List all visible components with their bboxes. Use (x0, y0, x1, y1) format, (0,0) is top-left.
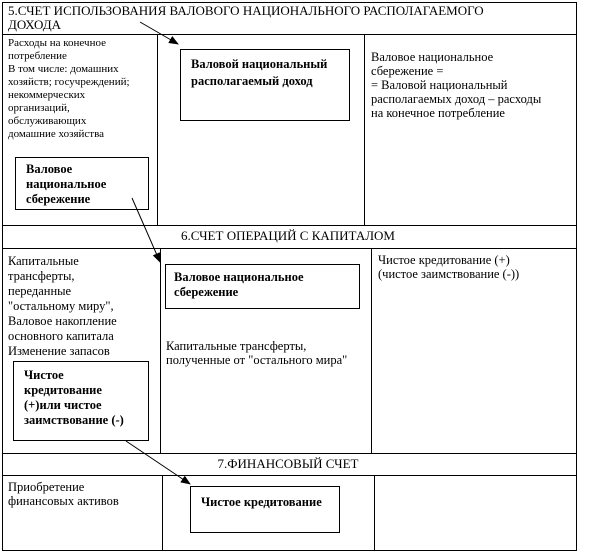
section7-middle-box: Чистое кредитование (190, 486, 340, 533)
section5-right-text: Валовое национальное сбережение = = Валовой национальный располагаемых доход – расходы на конечное потребление (371, 50, 542, 120)
section7-header-line (2, 475, 576, 476)
section6-left-box: Чистое кредитование (+)или чистое заимствование (-) (13, 361, 149, 441)
section5-left-box: Валовое национальное сбережение (15, 157, 149, 210)
section5-title: 5.СЧЕТ ИСПОЛЬЗОВАНИЯ ВАЛОВОГО НАЦИОНАЛЬНОГО РАСПОЛАГАЕМОГО ДОХОДА (8, 3, 484, 32)
section5-left-text: Расходы на конечное потребление В том числе: домашних хозяйств; госучреждений; некоммерческих организаций, обслуживающих домашние хозяйства (8, 37, 130, 140)
section6-left-text: Капитальные трансферты, переданные "остальному миру", Валовое накопление основного капитала Изменение запасов (8, 254, 117, 358)
section5-col-line-1 (157, 34, 158, 225)
section6-middle-box: Валовое национальное сбережение (165, 264, 360, 309)
section7-col-line-1 (162, 475, 163, 550)
section6-middle-text: Капитальные трансферты, полученные от "остального мира" (166, 339, 348, 367)
section6-top-line (2, 225, 576, 226)
section5-col-line-2 (364, 34, 365, 225)
section7-col-line-2 (374, 475, 375, 550)
section5-header-line (2, 34, 576, 35)
frame-bottom (2, 550, 577, 551)
section6-col-line-1 (160, 248, 161, 453)
section5-middle-box: Валовой национальный располагаемый доход (180, 49, 350, 121)
frame-right (576, 2, 577, 551)
section6-col-line-2 (371, 248, 372, 453)
section7-left-text: Приобретение финансовых активов (8, 480, 119, 508)
section6-header-line (2, 248, 576, 249)
section6-right-text: Чистое кредитование (+) (чистое заимствование (-)) (378, 253, 520, 281)
section7-title: 7.ФИНАНСОВЫЙ СЧЕТ (217, 456, 359, 471)
section7-top-line (2, 453, 576, 454)
section6-title: 6.СЧЕТ ОПЕРАЦИЙ С КАПИТАЛОМ (181, 228, 395, 243)
